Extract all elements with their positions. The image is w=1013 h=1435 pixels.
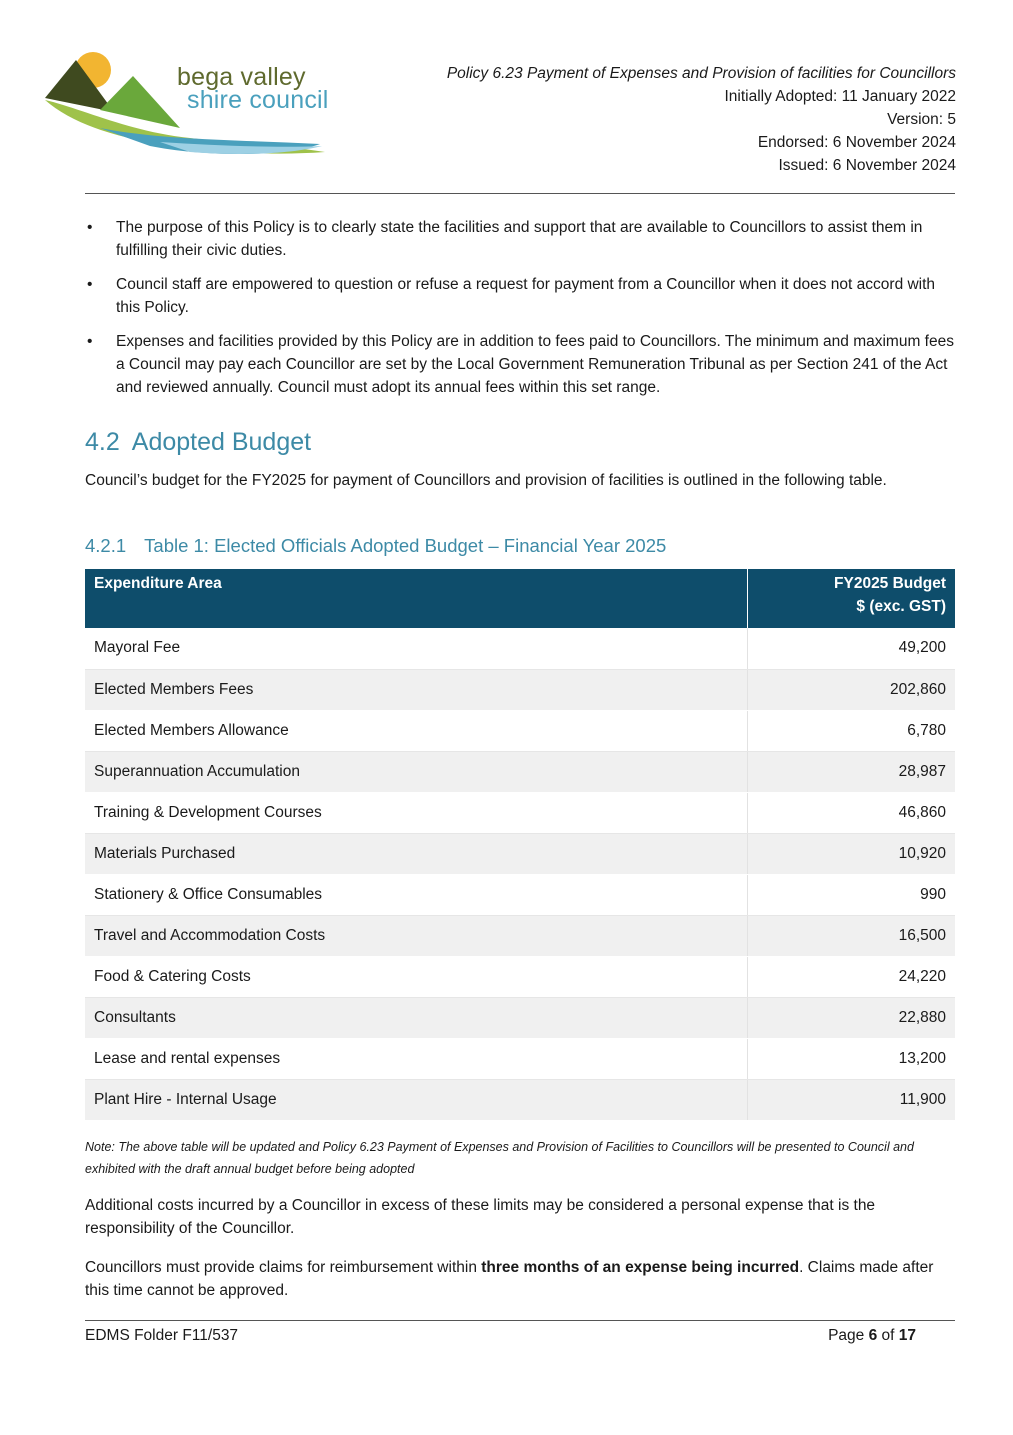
- table-header-row: [85, 569, 955, 628]
- budget-amount: 10,920: [747, 833, 955, 874]
- bullet-icon: •: [87, 219, 93, 236]
- edms-folder: EDMS Folder F11/537: [85, 1327, 239, 1344]
- expenditure-area: Lease and rental expenses: [85, 1038, 747, 1079]
- bullet-icon: •: [87, 276, 93, 293]
- budget-amount: 28,987: [747, 751, 955, 792]
- expenditure-area: Elected Members Fees: [85, 669, 747, 710]
- table-row: [85, 833, 955, 874]
- policy-title: Policy 6.23 Payment of Expenses and Provision of facilities for Councillors: [446, 65, 956, 82]
- table-row: [85, 915, 955, 956]
- footer-divider: [85, 1320, 955, 1321]
- table-row: [85, 669, 955, 710]
- budget-amount: 6,780: [747, 710, 955, 751]
- expenditure-area: Travel and Accommodation Costs: [85, 915, 747, 956]
- column-header-budget: FY2025 Budget $ (exc. GST): [747, 569, 955, 628]
- purpose-bullet-list: [85, 216, 955, 410]
- column-header-expenditure-area: Expenditure Area: [85, 569, 747, 628]
- table-heading: 4.2.1 Table 1: Elected Officials Adopted Budget – Financial Year 2025: [85, 535, 667, 556]
- reimbursement-deadline: three months of an expense being incurred: [481, 1259, 800, 1276]
- budget-amount: 16,500: [747, 915, 955, 956]
- bullet-item: • Council staff are empowered to question or refuse a request for payment from a Councillor when it does not accord with this Policy.: [85, 273, 955, 319]
- endorsed-date: Endorsed: 6 November 2024: [757, 134, 956, 151]
- version: Version: 5: [887, 111, 956, 128]
- budget-amount: 46,860: [747, 792, 955, 833]
- council-logo: [40, 48, 375, 160]
- budget-amount: 13,200: [747, 1038, 955, 1079]
- logo-text-line2: shire council: [187, 86, 329, 114]
- bullet-icon: •: [87, 333, 93, 350]
- expenditure-area: Food & Catering Costs: [85, 956, 747, 997]
- bullet-item: • The purpose of this Policy is to clearly state the facilities and support that are available to Councillors to assist them in fulfilling their civic duties.: [85, 216, 955, 262]
- initially-adopted: Initially Adopted: 11 January 2022: [724, 88, 956, 105]
- budget-amount: 11,900: [747, 1079, 955, 1120]
- expenditure-area: Training & Development Courses: [85, 792, 747, 833]
- personal-expense-paragraph: Additional costs incurred by a Councillor in excess of these limits may be considered a personal expense that is the responsibility of the Councillor.: [85, 1197, 876, 1237]
- table-row: [85, 751, 955, 792]
- budget-amount: 24,220: [747, 956, 955, 997]
- budget-amount: 22,880: [747, 997, 955, 1038]
- table-row: [85, 1038, 955, 1079]
- table-row: [85, 628, 955, 669]
- table-row: [85, 956, 955, 997]
- table-row: [85, 1079, 955, 1120]
- policy-metadata: [447, 62, 956, 177]
- section-intro: Council’s budget for the FY2025 for payment of Councillors and provision of facilities is outlined in the following table.: [85, 472, 887, 489]
- budget-table: [85, 569, 955, 1121]
- table-row: [85, 710, 955, 751]
- budget-amount: 990: [747, 874, 955, 915]
- logo-text-line1: bega valley: [177, 63, 306, 91]
- expenditure-area: Consultants: [85, 997, 747, 1038]
- expenditure-area: Plant Hire - Internal Usage: [85, 1079, 747, 1120]
- table-row: [85, 997, 955, 1038]
- table-row: [85, 792, 955, 833]
- expenditure-area: Mayoral Fee: [85, 628, 747, 669]
- header-divider: [85, 193, 955, 194]
- issued-date: Issued: 6 November 2024: [778, 157, 956, 174]
- bullet-item: • Expenses and facilities provided by this Policy are in addition to fees paid to Councillors. The minimum and maximum fees a Council may pay each Councillor are set by the Local Government Remuneration Tribunal as per Section 241 of the Act and reviewed annually. Council must adopt its annual fees within this set range.: [85, 330, 955, 399]
- expenditure-area: Stationery & Office Consumables: [85, 874, 747, 915]
- expenditure-area: Superannuation Accumulation: [85, 751, 747, 792]
- reimbursement-paragraph: Councillors must provide claims for reimbursement within three months of an expense being incurred. Claims made after this time cannot be approved.: [85, 1259, 934, 1299]
- budget-amount: 49,200: [747, 628, 955, 669]
- table-row: [85, 874, 955, 915]
- page-number: Page 6 of 17: [828, 1327, 916, 1344]
- expenditure-area: Elected Members Allowance: [85, 710, 747, 751]
- section-heading: 4.2 Adopted Budget: [85, 428, 312, 456]
- budget-amount: 202,860: [747, 669, 955, 710]
- table-note: Note: The above table will be updated and Policy 6.23 Payment of Expenses and Provision of Facilities to Councillors will be presented to Council and exhibited with the draft annual budget before being adopted: [85, 1140, 914, 1176]
- expenditure-area: Materials Purchased: [85, 833, 747, 874]
